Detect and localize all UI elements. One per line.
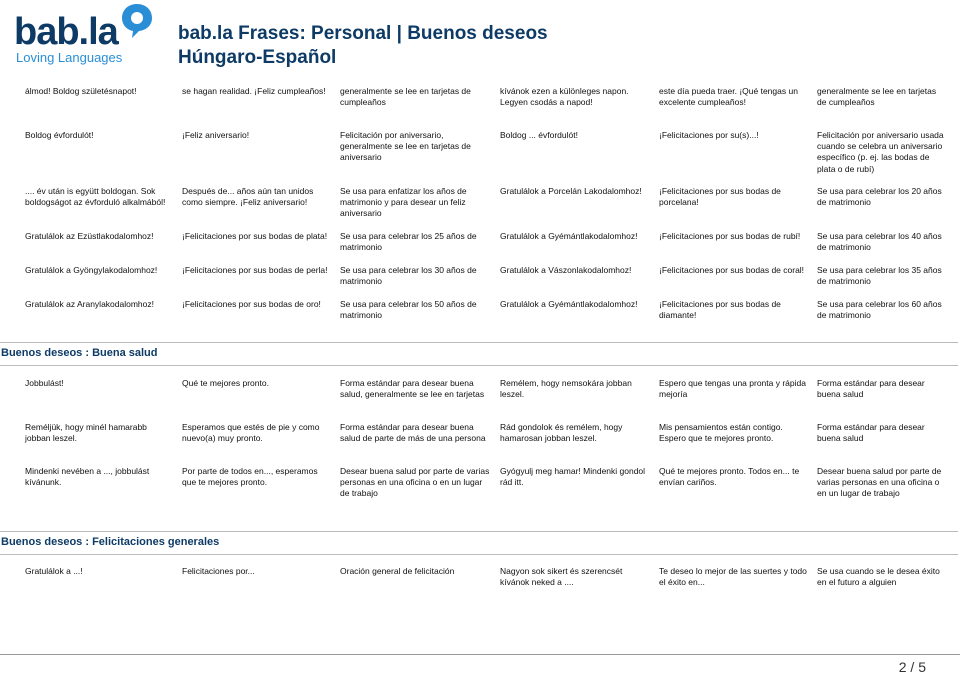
- phrase-spanish: Te deseo lo mejor de las suertes y todo el éxito en...: [659, 566, 807, 588]
- phrase-hungarian: kívánok ezen a különleges napon. Legyen csodás a napod!: [500, 86, 629, 108]
- phrase-spanish: ¡Felicitaciones por su(s)...!: [659, 130, 759, 140]
- phrase-hungarian: Gratulálok a Gyöngylakodalomhoz!: [25, 265, 158, 275]
- phrase-spanish: ¡Feliz aniversario!: [182, 130, 250, 140]
- section-heading-text: Buenos deseos : Felicitaciones generales: [1, 536, 220, 548]
- phrase-hungarian: Rád gondolok és remélem, hogy hamarosan jobban leszel.: [500, 422, 623, 444]
- phrase-hungarian: Boldog ... évfordulót!: [500, 130, 578, 140]
- phrase-hungarian: Gratulálok a Gyémántlakodalomhoz!: [500, 231, 638, 241]
- phrase-usage: Se usa para enfatizar los años de matrimonio y para desear un feliz aniversario: [340, 186, 467, 219]
- phrase-spanish: Mis pensamientos están contigo. Espero que te mejores pronto.: [659, 422, 783, 444]
- phrase-hungarian: Reméljük, hogy minél hamarabb jobban leszel.: [25, 422, 147, 444]
- phrase-spanish: Después de... años aún tan unidos como siempre. ¡Feliz aniversario!: [182, 186, 314, 208]
- phrase-spanish: Esperamos que estés de pie y como nuevo(a) muy pronto.: [182, 422, 320, 444]
- phrase-usage: generalmente se lee en tarjetas de cumpleaños: [817, 86, 937, 108]
- phrase-hungarian: .... év után is együtt boldogan. Sok boldogságot az évforduló alkalmából!: [25, 186, 166, 208]
- phrase-usage: Se usa cuando se le desea éxito en el futuro a alguien: [817, 566, 940, 588]
- phrase-hungarian: Gratulálok az Aranylakodalomhoz!: [25, 299, 154, 309]
- page-title: [178, 22, 548, 70]
- phrase-spanish: ¡Felicitaciones por sus bodas de coral!: [659, 265, 805, 275]
- phrase-usage: Desear buena salud por parte de varias personas en una oficina o en un lugar de trabajo: [340, 466, 490, 499]
- section-heading-health: [0, 342, 958, 366]
- phrase-usage: Se usa para celebrar los 50 años de matrimonio: [340, 299, 477, 321]
- phrase-usage: Forma estándar para desear buena salud de parte de más de una persona: [340, 422, 486, 444]
- phrase-usage: Se usa para celebrar los 25 años de matrimonio: [340, 231, 477, 253]
- phrase-hungarian: Mindenki nevében a ..., jobbulást kívánunk.: [25, 466, 150, 488]
- phrase-spanish: ¡Felicitaciones por sus bodas de perla!: [182, 265, 328, 275]
- phrase-hungarian: Gratulálok a Porcelán Lakodalomhoz!: [500, 186, 642, 196]
- title-line-2: Húngaro-Español: [178, 47, 337, 68]
- page-footer: [0, 654, 960, 679]
- speech-bubble-icon: [120, 2, 154, 40]
- phrase-usage: Se usa para celebrar los 60 años de matrimonio: [817, 299, 942, 321]
- phrase-hungarian: Gratulálok az Ezüstlakodalomhoz!: [25, 231, 154, 241]
- babla-logo[interactable]: [14, 2, 154, 72]
- phrase-hungarian: Gratulálok a ...!: [25, 566, 83, 576]
- phrase-usage: Felicitación por aniversario, generalmente se lee en tarjetas de aniversario: [340, 130, 471, 163]
- title-line-1: bab.la Frases: Personal | Buenos deseos: [178, 23, 548, 44]
- phrase-hungarian: álmod! Boldog születésnapot!: [25, 86, 137, 96]
- phrase-usage: Felicitación por aniversario usada cuando se celebra un aniversario específico (p. ej. las bodas de plata o de rubí): [817, 130, 944, 174]
- phrase-usage: Se usa para celebrar los 35 años de matrimonio: [817, 265, 942, 287]
- phrase-usage: generalmente se lee en tarjetas de cumpleaños: [340, 86, 471, 108]
- phrase-spanish: Qué te mejores pronto.: [182, 378, 269, 388]
- phrase-usage: Forma estándar para desear buena salud: [817, 422, 925, 444]
- page-number: 2 / 5: [898, 659, 926, 675]
- phrase-usage: Se usa para celebrar los 30 años de matrimonio: [340, 265, 477, 287]
- phrase-usage: Se usa para celebrar los 20 años de matrimonio: [817, 186, 942, 208]
- phrase-usage: Forma estándar para desear buena salud, generalmente se lee en tarjetas: [340, 378, 485, 400]
- phrase-spanish: ¡Felicitaciones por sus bodas de rubí!: [659, 231, 801, 241]
- phrase-spanish: Por parte de todos en..., esperamos que te mejores pronto.: [182, 466, 318, 488]
- phrase-hungarian: Gyógyulj meg hamar! Mindenki gondol rád itt.: [500, 466, 646, 488]
- phrase-spanish: ¡Felicitaciones por sus bodas de porcelana!: [659, 186, 781, 208]
- phrase-hungarian: Jobbulást!: [25, 378, 64, 388]
- phrase-spanish: Qué te mejores pronto. Todos en... te envían cariños.: [659, 466, 800, 488]
- logo-wordmark: bab.la: [14, 11, 118, 53]
- phrase-hungarian: Boldog évfordulót!: [25, 130, 94, 140]
- phrase-spanish: se hagan realidad. ¡Feliz cumpleaños!: [182, 86, 326, 96]
- phrase-spanish: Espero que tengas una pronta y rápida mejoría: [659, 378, 806, 400]
- phrase-spanish: ¡Felicitaciones por sus bodas de oro!: [182, 299, 321, 309]
- page-header: [0, 0, 960, 75]
- section-heading-text: Buenos deseos : Buena salud: [1, 347, 158, 359]
- phrase-usage: Forma estándar para desear buena salud: [817, 378, 925, 400]
- section-heading-congratulations: [0, 531, 958, 555]
- phrase-spanish: ¡Felicitaciones por sus bodas de diamante!: [659, 299, 781, 321]
- phrase-hungarian: Gratulálok a Vászonlakodalomhoz!: [500, 265, 632, 275]
- phrase-spanish: este día pueda traer. ¡Qué tengas un excelente cumpleaños!: [659, 86, 798, 108]
- phrase-usage: Se usa para celebrar los 40 años de matrimonio: [817, 231, 942, 253]
- phrase-hungarian: Nagyon sok sikert és szerencsét kívánok neked a ....: [500, 566, 623, 588]
- logo-tagline: Loving Languages: [16, 50, 123, 65]
- phrase-hungarian: Gratulálok a Gyémántlakodalomhoz!: [500, 299, 638, 309]
- phrase-usage: Oración general de felicitación: [340, 566, 455, 576]
- phrase-spanish: Felicitaciones por...: [182, 566, 255, 576]
- phrase-hungarian: Remélem, hogy nemsokára jobban leszel.: [500, 378, 632, 400]
- phrase-usage: Desear buena salud por parte de varias personas en una oficina o en un lugar de trabajo: [817, 466, 942, 499]
- phrase-spanish: ¡Felicitaciones por sus bodas de plata!: [182, 231, 328, 241]
